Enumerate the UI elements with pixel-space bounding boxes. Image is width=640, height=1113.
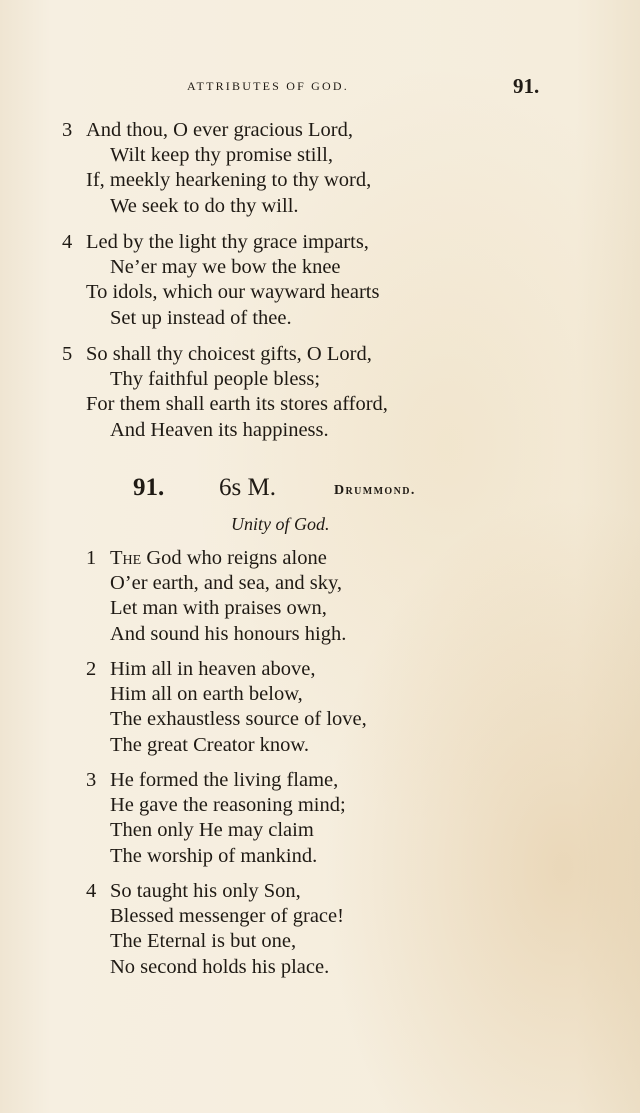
hymn-number: 91. xyxy=(133,474,165,501)
hymn-composer: Drummond. xyxy=(334,483,416,498)
running-title: ATTRIBUTES OF GOD. xyxy=(187,79,349,93)
verse-text: We seek to do thy will. xyxy=(110,194,299,217)
running-head xyxy=(0,74,640,98)
hymn-meter: 6s M. xyxy=(219,474,276,501)
first-line-rest: God who reigns alone xyxy=(141,547,327,569)
stanza-number: 5 xyxy=(62,343,73,365)
verse-text: No second holds his place. xyxy=(110,955,330,978)
verse-text: He formed the living flame, xyxy=(110,769,339,791)
verse-text: And Heaven its happiness. xyxy=(110,418,329,441)
verse-text: Wilt keep thy promise still, xyxy=(110,144,333,167)
stanza-number: 1 xyxy=(86,547,97,569)
stanza-number: 3 xyxy=(62,119,73,141)
verse-text: Ne’er may we bow the knee xyxy=(110,256,341,279)
verse-text xyxy=(110,546,327,571)
verse-text: And sound his honours high. xyxy=(110,622,347,645)
verse-text: Blessed messenger of grace! xyxy=(110,905,344,928)
verse-text: To idols, which our wayward hearts xyxy=(86,281,380,304)
verse-text: The exhaustless source of love, xyxy=(110,708,367,731)
verse-text: So shall thy choicest gifts, O Lord, xyxy=(86,343,372,365)
verse-text: He gave the reasoning mind; xyxy=(110,794,346,817)
stanza-number: 3 xyxy=(86,769,97,791)
verse-text: Led by the light thy grace imparts, xyxy=(86,231,369,253)
verse-text: So taught his only Son, xyxy=(110,880,301,902)
verse-text: Then only He may claim xyxy=(110,819,314,842)
first-word: The xyxy=(110,547,142,569)
verse-text: Him all on earth below, xyxy=(110,683,303,706)
hymn-heading xyxy=(0,474,640,506)
page-number: 91. xyxy=(513,74,540,98)
verse-text: The great Creator know. xyxy=(110,733,310,756)
hymn-subtitle: Unity of God. xyxy=(231,514,330,534)
verse-text: If, meekly hearkening to thy word, xyxy=(86,169,372,192)
verse-text: O’er earth, and sea, and sky, xyxy=(110,572,343,595)
stanza-number: 4 xyxy=(86,880,97,902)
verse-text: Set up instead of thee. xyxy=(110,306,292,329)
verse-text: The Eternal is but one, xyxy=(110,930,297,953)
verse-text: Let man with praises own, xyxy=(110,597,327,620)
verse-text: Thy faithful people bless; xyxy=(110,368,321,391)
verse-text: The worship of mankind. xyxy=(110,844,318,867)
verse-text: Him all in heaven above, xyxy=(110,658,316,680)
stanza-number: 4 xyxy=(62,231,73,253)
stanza-number: 2 xyxy=(86,658,97,680)
verse-text: For them shall earth its stores afford, xyxy=(86,393,388,416)
verse-text: And thou, O ever gracious Lord, xyxy=(86,119,354,141)
